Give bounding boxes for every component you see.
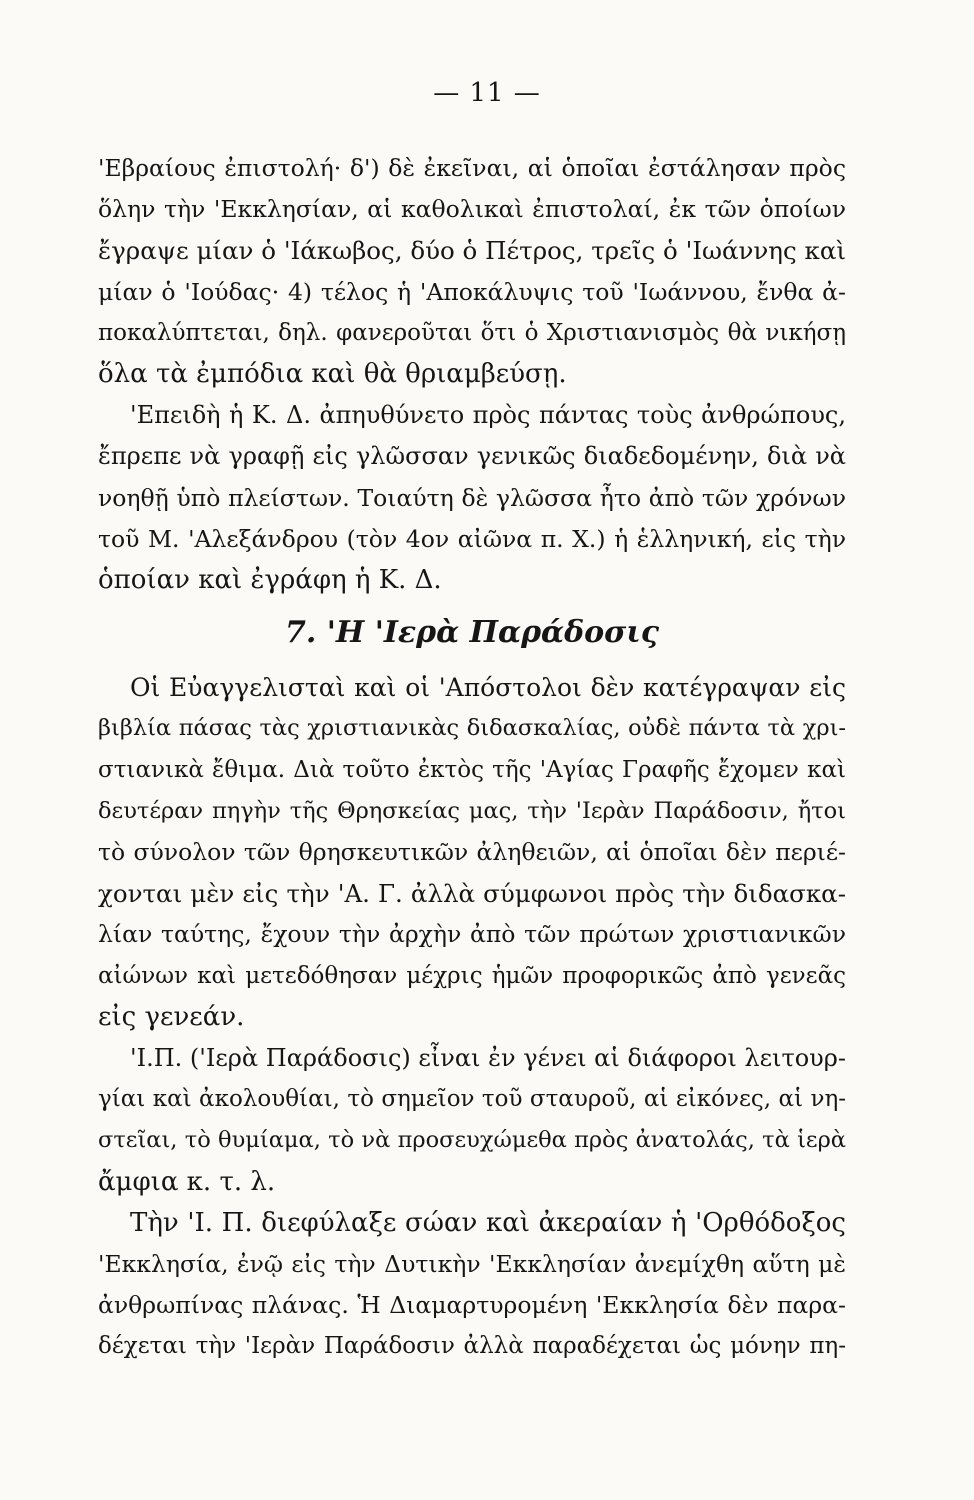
paragraph [98, 667, 846, 1038]
text-line: ὅλην τὴν 'Εκκλησίαν, αἱ καθολικαὶ ἐπιστολαί, ἐκ τῶν ὁποίων [98, 195, 846, 224]
body-text [98, 148, 846, 1368]
text-line: ἄμφια κ. τ. λ. [98, 1166, 276, 1197]
text-line: ποκαλύπτεται, δηλ. φανεροῦται ὅτι ὁ Χριστιανισμὸς θὰ νικήσῃ [98, 319, 846, 346]
text-line: 'Εβραίους ἐπιστολή· δ') δὲ ἐκεῖναι, αἱ ὁποῖαι ἐστάλησαν πρὸς [98, 154, 846, 182]
section-heading: 7. 'Η 'Ιερὰ Παράδοσις [284, 615, 660, 651]
text-line: τοῦ Μ. 'Αλεξάνδρου (τὸν 4ον αἰῶνα π. Χ.) ἡ ἑλληνική, εἰς τὴν [98, 524, 846, 553]
text-line: δέχεται τὴν 'Ιερὰν Παράδοσιν ἀλλὰ παραδέχεται ὡς μόνην πη- [98, 1333, 846, 1360]
text-line: ὅλα τὰ ἐμπόδια καὶ θὰ θριαμβεύσῃ. [98, 359, 567, 390]
text-line: 'Εκκλησία, ἐνῷ εἰς τὴν Δυτικὴν 'Εκκλησίαν ἀνεμίχθη αὕτη μὲ [98, 1250, 846, 1279]
text-line: στιανικὰ ἔθιμα. Διὰ τοῦτο ἐκτὸς τῆς 'Αγίας Γραφῆς ἔχομεν καὶ [98, 756, 846, 783]
text-line: εἰς γενεάν. [98, 1001, 245, 1032]
text-line: μίαν ὁ 'Ιούδας· 4) τέλος ἡ 'Αποκάλυψις τοῦ 'Ιωάννου, ἔνθα ἀ- [98, 277, 846, 306]
text-line: ἔγραψε μίαν ὁ 'Ιάκωβος, δύο ὁ Πέτρος, τρεῖς ὁ 'Ιωάννης καὶ [98, 236, 846, 266]
text-line: λίαν ταύτης, ἔχουν τὴν ἀρχὴν ἀπὸ τῶν πρώτων χριστιανικῶν [98, 920, 846, 949]
text-line: στεῖαι, τὸ θυμίαμα, τὸ νὰ προσευχώμεθα πρὸς ἀνατολάς, τὰ ἱερὰ [98, 1127, 846, 1154]
text-line: νοηθῇ ὑπὸ πλείστων. Τοιαύτη δὲ γλῶσσα ἦτο ἀπὸ τῶν χρόνων [98, 483, 846, 512]
text-line: ἀνθρωπίνας πλάνας. Ἡ Διαμαρτυρομένη 'Εκκλησία δὲν παρα- [98, 1291, 846, 1320]
paragraph [98, 148, 846, 395]
paragraph [98, 1038, 846, 1203]
text-line: ὁποίαν καὶ ἐγράφη ἡ Κ. Δ. [98, 565, 442, 596]
text-line: 'Επειδὴ ἡ Κ. Δ. ἀπηυθύνετο πρὸς πάντας τοὺς ἀνθρώπους, [130, 401, 846, 430]
page-number: — 11 — [433, 78, 541, 108]
text-line: βιβλία πάσας τὰς χριστιανικὰς διδασκαλίας, οὐδὲ πάντα τὰ χρι- [98, 715, 846, 742]
text-line: 'Ι.Π. ('Ιερὰ Παράδοσις) εἶναι ἐν γένει αἱ διάφοροι λειτουρ- [130, 1044, 846, 1073]
text-line: γίαι καὶ ἀκολουθίαι, τὸ σημεῖον τοῦ σταυροῦ, αἱ εἰκόνες, αἱ νη- [98, 1086, 846, 1113]
text-line: τὸ σύνολον τῶν θρησκευτικῶν ἀληθειῶν, αἱ ὁποῖαι δὲν περιέ- [98, 838, 846, 867]
text-line: αἰώνων καὶ μετεδόθησαν μέχρις ἡμῶν προφορικῶς ἀπὸ γενεᾶς [98, 962, 846, 989]
text-line: ἔπρεπε νὰ γραφῇ εἰς γλῶσσαν γενικῶς διαδεδομένην, διὰ νὰ [98, 442, 846, 471]
paragraph [98, 1203, 846, 1368]
text-line: Οἱ Εὐαγγελισταὶ καὶ οἱ 'Απόστολοι δὲν κατέγραψαν εἰς [130, 673, 846, 703]
text-line: Τὴν 'Ι. Π. διεφύλαξε σώαν καὶ ἀκεραίαν ἡ 'Ορθόδοξος [130, 1207, 846, 1238]
text-line: χονται μὲν εἰς τὴν 'Α. Γ. ἀλλὰ σύμφωνοι πρὸς τὴν διδασκα- [98, 879, 846, 909]
text-line: δευτέραν πηγὴν τῆς Θρησκείας μας, τὴν 'Ιερὰν Παράδοσιν, ἤτοι [98, 797, 846, 824]
paragraph [98, 395, 846, 601]
